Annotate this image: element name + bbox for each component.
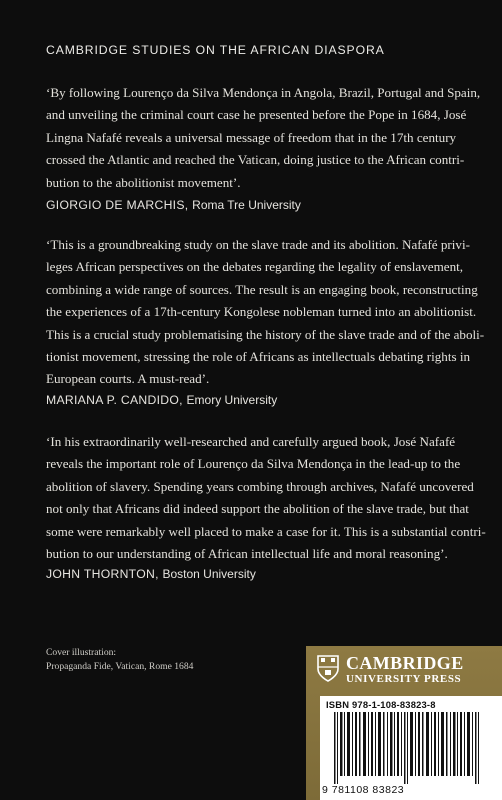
quote-line: not only that Africans did indeed support the abolition of the slave trade, but that <box>46 501 469 517</box>
quote-line: and unveiling the criminal court case he presented before the Pope in 1684, José <box>46 107 467 123</box>
barcode <box>326 712 496 784</box>
cover-illustration-label: Cover illustration: <box>46 647 117 658</box>
author-name: JOHN THORNTON, <box>46 567 159 581</box>
cover-illustration-credit <box>46 646 193 674</box>
university-crest-icon <box>316 654 340 682</box>
quote-line: the experiences of a 17th-century Kongolese nobleman turned into an abolitionist. <box>46 304 477 320</box>
author-name: GIORGIO DE MARCHIS, <box>46 198 189 212</box>
quote-line: abolition of slavery. Spending years combing through archives, Nafafé uncovered <box>46 478 474 494</box>
endorsement-quote-1 <box>46 82 482 194</box>
quote-line: combining a wide range of sources. The result is an engaging book, reconstructing <box>46 281 478 297</box>
endorsement-author-1 <box>46 198 301 212</box>
isbn-barcode-box <box>320 696 502 800</box>
quote-line: crossed the Atlantic and reached the Vatican, doing justice to the African contri- <box>46 152 465 168</box>
series-title: CAMBRIDGE STUDIES ON THE AFRICAN DIASPORA <box>46 43 385 57</box>
publisher-name: CAMBRIDGE <box>346 653 464 673</box>
quote-line: bution to the abolitionist movement’. <box>46 174 241 190</box>
quote-line: Lingna Nafafé reveals a universal message of freedom that in the 17th century <box>46 129 457 145</box>
author-affiliation: Boston University <box>162 567 256 581</box>
quote-line: leges African perspectives on the debates regarding the legality of enslavement, <box>46 259 464 275</box>
quote-line: ‘In his extraordinarily well-researched and carefully argued book, José Nafafé <box>46 434 456 449</box>
quote-line: bution to our understanding of African intellectual life and moral reasoning’. <box>46 546 448 562</box>
quote-line: This is a crucial study problematising the history of the slave trade and of the aboli- <box>46 326 485 342</box>
quote-line: European courts. A must-read’. <box>46 371 210 387</box>
endorsement-quote-2 <box>46 234 485 391</box>
author-affiliation: Emory University <box>186 393 278 407</box>
quote-line: tionist movement, stressing the role of Africans as intellectuals debating rights in <box>46 349 471 365</box>
publisher-press: UNIVERSITY PRESS <box>346 673 462 685</box>
author-affiliation: Roma Tre University <box>192 198 301 212</box>
quote-line: ‘By following Lourenço da Silva Mendonça in Angola, Brazil, Portugal and Spain, <box>46 85 481 100</box>
barcode-digits: 9 781108 83823 <box>322 784 405 796</box>
author-name: MARIANA P. CANDIDO, <box>46 393 183 407</box>
cover-illustration-source: Propaganda Fide, Vatican, Rome 1684 <box>46 661 194 672</box>
endorsement-author-3 <box>46 567 256 581</box>
quote-line: ‘This is a groundbreaking study on the slave trade and its abolition. Nafafé privi- <box>46 237 470 252</box>
quote-line: reveals the important role of Lourenço da Silva Mendonça in the lead-up to the <box>46 456 461 472</box>
isbn-label: ISBN 978-1-108-83823-8 <box>326 699 436 710</box>
endorsement-quote-3 <box>46 431 486 565</box>
endorsement-author-2 <box>46 393 277 407</box>
quote-line: some were remarkably well placed to make a case for it. This is a substantial contri- <box>46 523 486 539</box>
publisher-panel <box>306 646 502 800</box>
